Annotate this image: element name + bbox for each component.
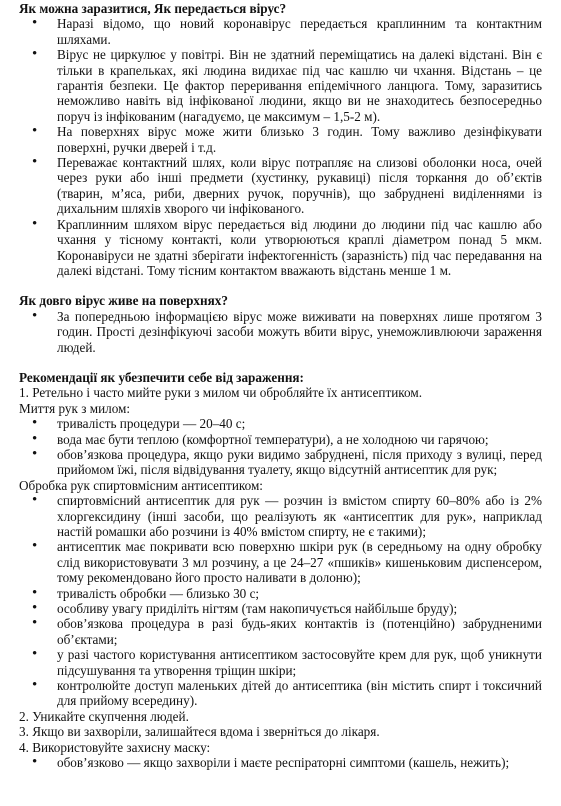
list-item: • обов’язкова процедура, якщо руки видимо забруднені, після приходу з вулиці, перед прийомом їжі, після відвідування туалету, якщо відсутній антисептик для рук; xyxy=(19,447,542,478)
sanitizer-list xyxy=(19,493,542,709)
handwashing-list xyxy=(19,416,542,478)
list-item: • На поверхнях вірус може жити близько 3 годин. Тому важливо дезінфікувати поверхні, ручки дверей і т.д. xyxy=(19,124,542,155)
list-item: • Переважає контактний шлях, коли вірус потрапляє на слизові оболонки носа, очей через руки або інші предмети (хустинку, рукавиці) після торкання до об’єктів (тварин, м’яса, риби, дверних ручок, поручнів), що забруднені виділеннями із дихальним шляхів хворого чи інфікованого. xyxy=(19,155,542,217)
surfaces-list xyxy=(19,309,542,355)
step-1: 1. Ретельно і часто мийте руки з милом чи обробляйте їх антисептиком. xyxy=(19,385,422,401)
list-item: • За попередньою інформацією вірус може виживати на поверхнях лише протягом 3 годин. Прості дезінфікуючі засоби можуть вбити вірус, унеможливлюючи зараження людей. xyxy=(19,309,542,355)
list-item: • обов’язково — якщо захворіли і маєте респіраторні симптоми (кашель, нежить); xyxy=(19,755,542,770)
list-item: • тривалість процедури — 20–40 с; xyxy=(19,416,542,431)
list-item: • антисептик має покривати всю поверхню шкіри рук (в середньому на одну обробку слід використовувати 3 мл розчину, а це 24–27 «пшиків» кишеньковим диспенсером, тому рекомендовано його просто наливати в долоню); xyxy=(19,539,542,585)
transmission-list xyxy=(19,16,542,278)
list-item: • вода має бути теплою (комфортної температури), а не холодною чи гарячою; xyxy=(19,432,542,447)
list-item: • спиртовмісний антисептик для рук — розчин із вмістом спирту 60–80% або із 2% хлоргексидину (інші засоби, що реалізують як «антисептик для рук», наприклад настій ромашки або розчини із 40% вмістом спирту, не є такими); xyxy=(19,493,542,539)
list-item: • обов’язкова процедура в разі будь-яких контактів із (потенційно) забрудненими об’єктами; xyxy=(19,616,542,647)
step-3: 3. Якщо ви захворіли, залишайтеся вдома і зверніться до лікаря. xyxy=(19,724,380,740)
section-heading-surfaces: Як довго вірус живе на поверхнях? xyxy=(19,293,228,309)
mask-list xyxy=(19,755,542,770)
step-2: 2. Уникайте скупчення людей. xyxy=(19,708,189,724)
section-heading-transmission: Як можна заразитися, Як передається вірус? xyxy=(19,1,287,16)
step-4: 4. Використовуйте захисну маску: xyxy=(19,739,211,755)
list-item: • Вірус не циркулює у повітрі. Він не здатний переміщатись на далекі відстані. Він є тільки в крапельках, які людина видихає під час кашлю чи чхання. Відстань – це гарантія безпеки. Це фактор переривання епідемічного ланцюга. Тому, заразитись неможливо навіть від інфікованої людини, якщо ви не знаходитесь безпосередньо поруч із інфікованим (нагадуємо, це максимум – 1,5-2 м). xyxy=(19,47,542,124)
subsection-title-handwashing: Миття рук з милом: xyxy=(19,400,131,416)
list-item: • Краплинним шляхом вірус передається від людини до людини під час кашлю або чхання у тісному контакті, коли утворюються краплі діаметром понад 5 мкм. Коронавіруси не здатні зберігати інфектогенність (заразність) під час передавання на далекі відстані. Тому тісним контактом вважають відстань менше 1 м. xyxy=(19,217,542,279)
list-item: • у разі частого користування антисептиком застосовуйте крем для рук, щоб уникнути підсушування та утворення тріщин шкіри; xyxy=(19,647,542,678)
section-heading-recommendations: Рекомендації як убезпечити себе від зараження: xyxy=(19,369,304,385)
list-item: • Наразі відомо, що новий коронавірус передається краплинним та контактним шляхами. xyxy=(19,16,542,47)
list-item: • контролюйте доступ маленьких дітей до антисептика (він містить спирт і токсичний для прийому всередину). xyxy=(19,678,542,709)
list-item: • тривалість обробки — близько 30 с; xyxy=(19,586,542,601)
subsection-title-sanitizer: Обробка рук спиртовмісним антисептиком: xyxy=(19,477,263,493)
list-item: • особливу увагу приділіть нігтям (там накопичується найбільше бруду); xyxy=(19,601,542,616)
